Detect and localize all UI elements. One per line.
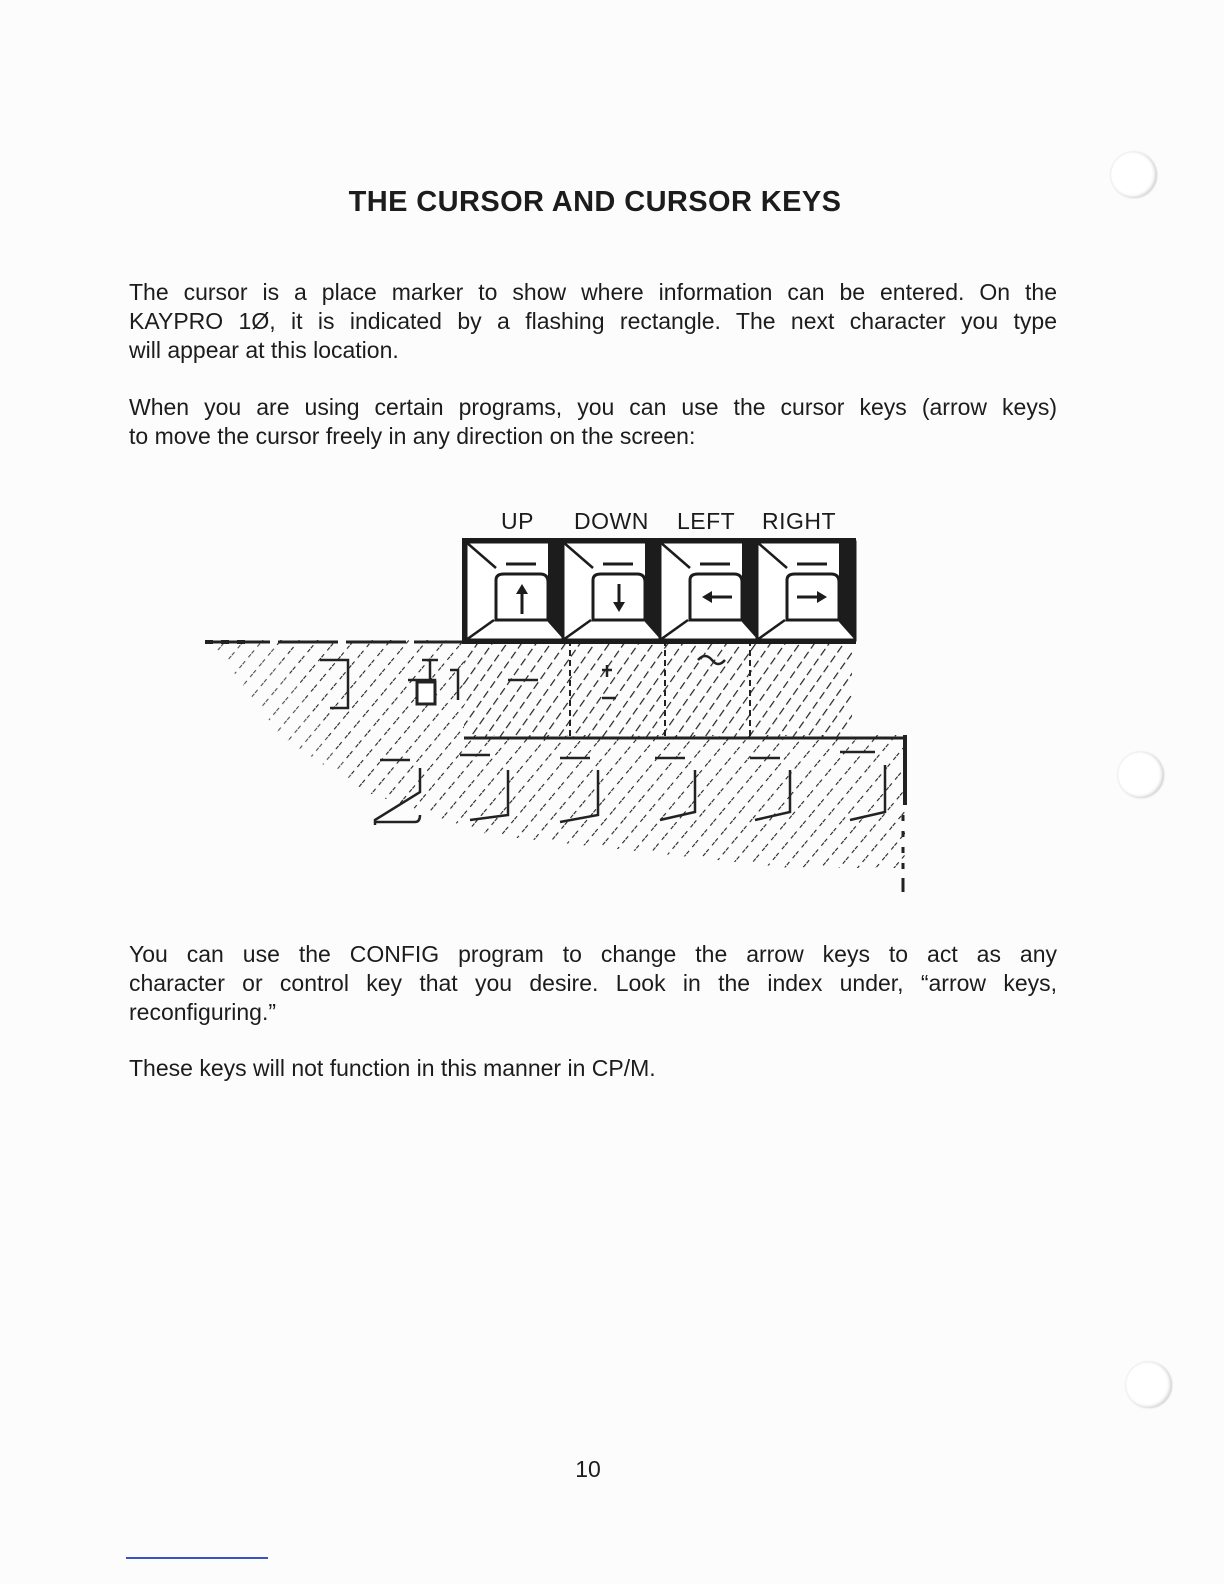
paragraph-config: [129, 940, 1057, 1027]
text-line: When you are using certain programs, you can use the cursor keys (arrow keys): [129, 394, 1057, 420]
paragraph-cursor-intro: [129, 278, 1057, 365]
keyboard-rows: [205, 640, 905, 892]
text-line: will appear at this location.: [129, 337, 399, 363]
text-line: The cursor is a place marker to show where information can be entered. On the: [129, 279, 1057, 305]
paragraph-cpm-note: [129, 1054, 1057, 1083]
page-title: THE CURSOR AND CURSOR KEYS: [348, 186, 842, 218]
text-line: These keys will not function in this manner in CP/M.: [129, 1055, 656, 1081]
up-key: [466, 542, 564, 640]
text-line: KAYPRO 1Ø, it is indicated by a flashing rectangle. The next character you type: [129, 308, 1057, 334]
scan-mark-underline: [126, 1557, 268, 1559]
left-key: [660, 542, 758, 640]
key-label-down: DOWN: [574, 508, 649, 534]
cursor-keys-diagram: [190, 530, 930, 910]
key-label-left: LEFT: [677, 508, 736, 534]
binder-hole-bottom: [1126, 1362, 1172, 1408]
text-line: character or control key that you desire. Look in the index under, “arrow keys,: [129, 970, 1057, 996]
key-label-right: RIGHT: [762, 508, 837, 534]
paragraph-cursor-keys: [129, 393, 1057, 451]
binder-hole-middle: [1118, 752, 1164, 798]
text-line: to move the cursor freely in any direction on the screen:: [129, 423, 696, 449]
text-line: reconfiguring.”: [129, 999, 277, 1025]
page-number: 10: [575, 1456, 601, 1482]
text-line: You can use the CONFIG program to change the arrow keys to act as any: [129, 941, 1057, 967]
key-label-up: UP: [501, 508, 534, 534]
down-key: [563, 542, 661, 640]
right-key: [757, 542, 855, 640]
